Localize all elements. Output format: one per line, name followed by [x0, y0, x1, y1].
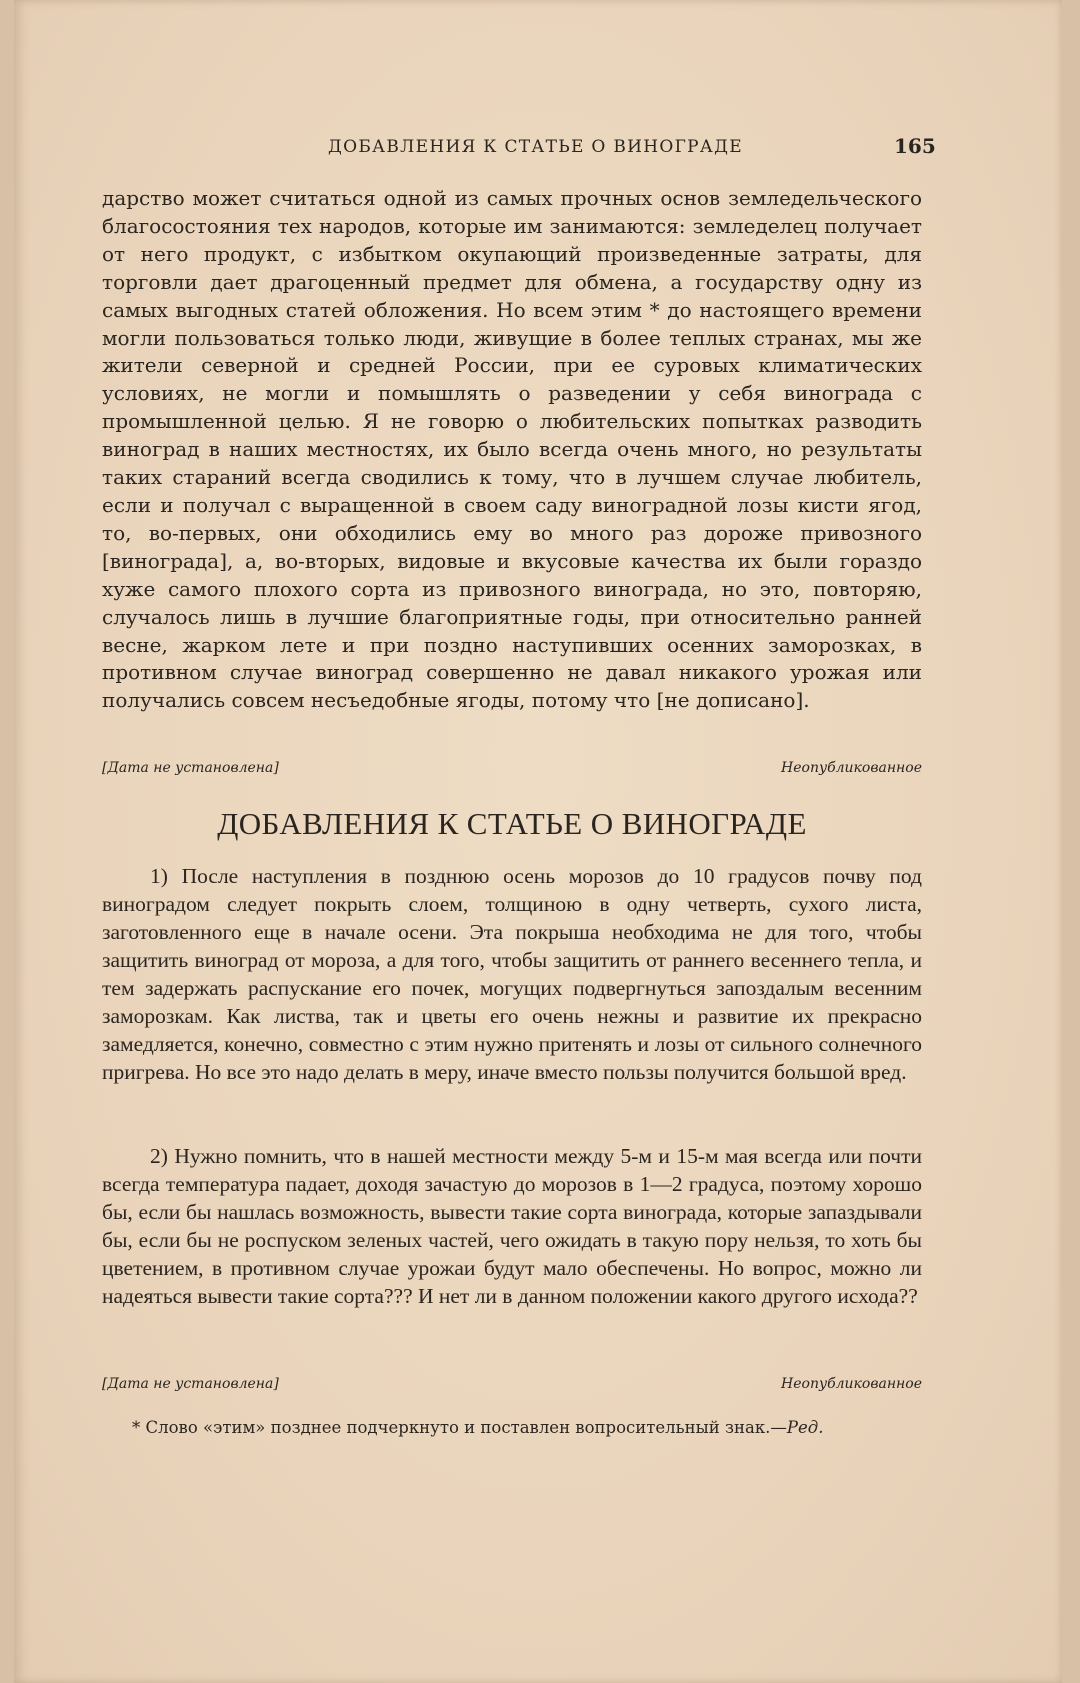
- footnote-editor: Ред.: [786, 1418, 824, 1437]
- page-number: 165: [894, 134, 936, 158]
- footnote: [132, 1418, 932, 1437]
- previous-article-status: Неопубликованное: [781, 760, 922, 776]
- running-title: ДОБАВЛЕНИЯ К СТАТЬЕ О ВИНОГРАДЕ: [328, 137, 743, 157]
- previous-article-text: дарство может считаться одной из самых прочных основ земледельческого благосостояния тех народов, которые им занимаются: земледелец получает от него продукт, с избытком окупающий произведенные затраты, для торговли дает драгоценный предмет для обмена, а государству одну из самых выгодных статей обложения. Но всем этим * до настоящего времени могли пользоваться только люди, живущие в более теплых странах, мы же жители северной и средней России, при ее суровых климатических условиях, не могли и помышлять о разведении у себя винограда с промышленной целью. Я не говорю о любительских попытках разводить виноград в наших местностях, их было всегда очень много, но результаты таких стараний всегда сводились к тому, что в лучшем случае любитель, если и получал с выращенной в своем саду виноградной лозы кисти ягод, то, во-первых, они обходились ему во много раз дороже привозного [винограда], а, во-вторых, видовые и вкусовые качества их были гораздо хуже самого плохого сорта из привозного винограда, но это, повторяю, случалось лишь в лучшие благоприятные годы, при относительно ранней весне, жарком лете и при поздно наступивших осенних заморозках, в противном случае виноград совершенно не давал никакого урожая или получались совсем несъедобные ягоды, потому что [не дописано].: [102, 186, 922, 713]
- book-page: [14, 0, 1062, 1683]
- article-status: Неопубликованное: [781, 1376, 922, 1392]
- article-paragraph-1: 1) После наступления в позднюю осень морозов до 10 градусов почву под виноградом следует покрыть слоем, толщиною в одну четверть, сухого листа, заготовленного еще в начале осени. Эта покрыша необходима не для того, чтобы защитить виноград от мороза, а для того, чтобы защитить от раннего весеннего тепла, и тем задержать распускание его почек, могущих подвергнуться запоздалым весенним заморозкам. Как листва, так и цветы его очень нежны и развитие их прекрасно замедляется, конечно, совместно с этим нужно притенять и лозы от сильного солнечного пригрева. Но все это надо делать в меру, иначе вместо пользы получится большой вред.: [102, 864, 922, 1084]
- article-date: [Дата не установлена]: [102, 1376, 279, 1392]
- previous-article-date: [Дата не установлена]: [102, 760, 279, 776]
- article-paragraph-2: 2) Нужно помнить, что в нашей местности между 5-м и 15-м мая всегда или почти всегда температура падает, доходя зачастую до морозов в 1—2 градуса, поэтому хорошо бы, если бы нашлась возможность, вывести такие сорта винограда, которые запаздывали бы, если бы не роспуском зеленых частей, чего ожидать в такую пору нельзя, то хоть бы цветением, в противном случае урожаи будут мало обеспечены. Но вопрос, можно ли надеяться вывести такие сорта??? И нет ли в данном положении какого другого исхода??: [102, 1144, 922, 1308]
- article-title: ДОБАВЛЕНИЯ К СТАТЬЕ О ВИНОГРАДЕ: [217, 806, 807, 841]
- footnote-text: * Слово «этим» позднее подчеркнуто и поставлен вопросительный знак.—: [132, 1418, 787, 1437]
